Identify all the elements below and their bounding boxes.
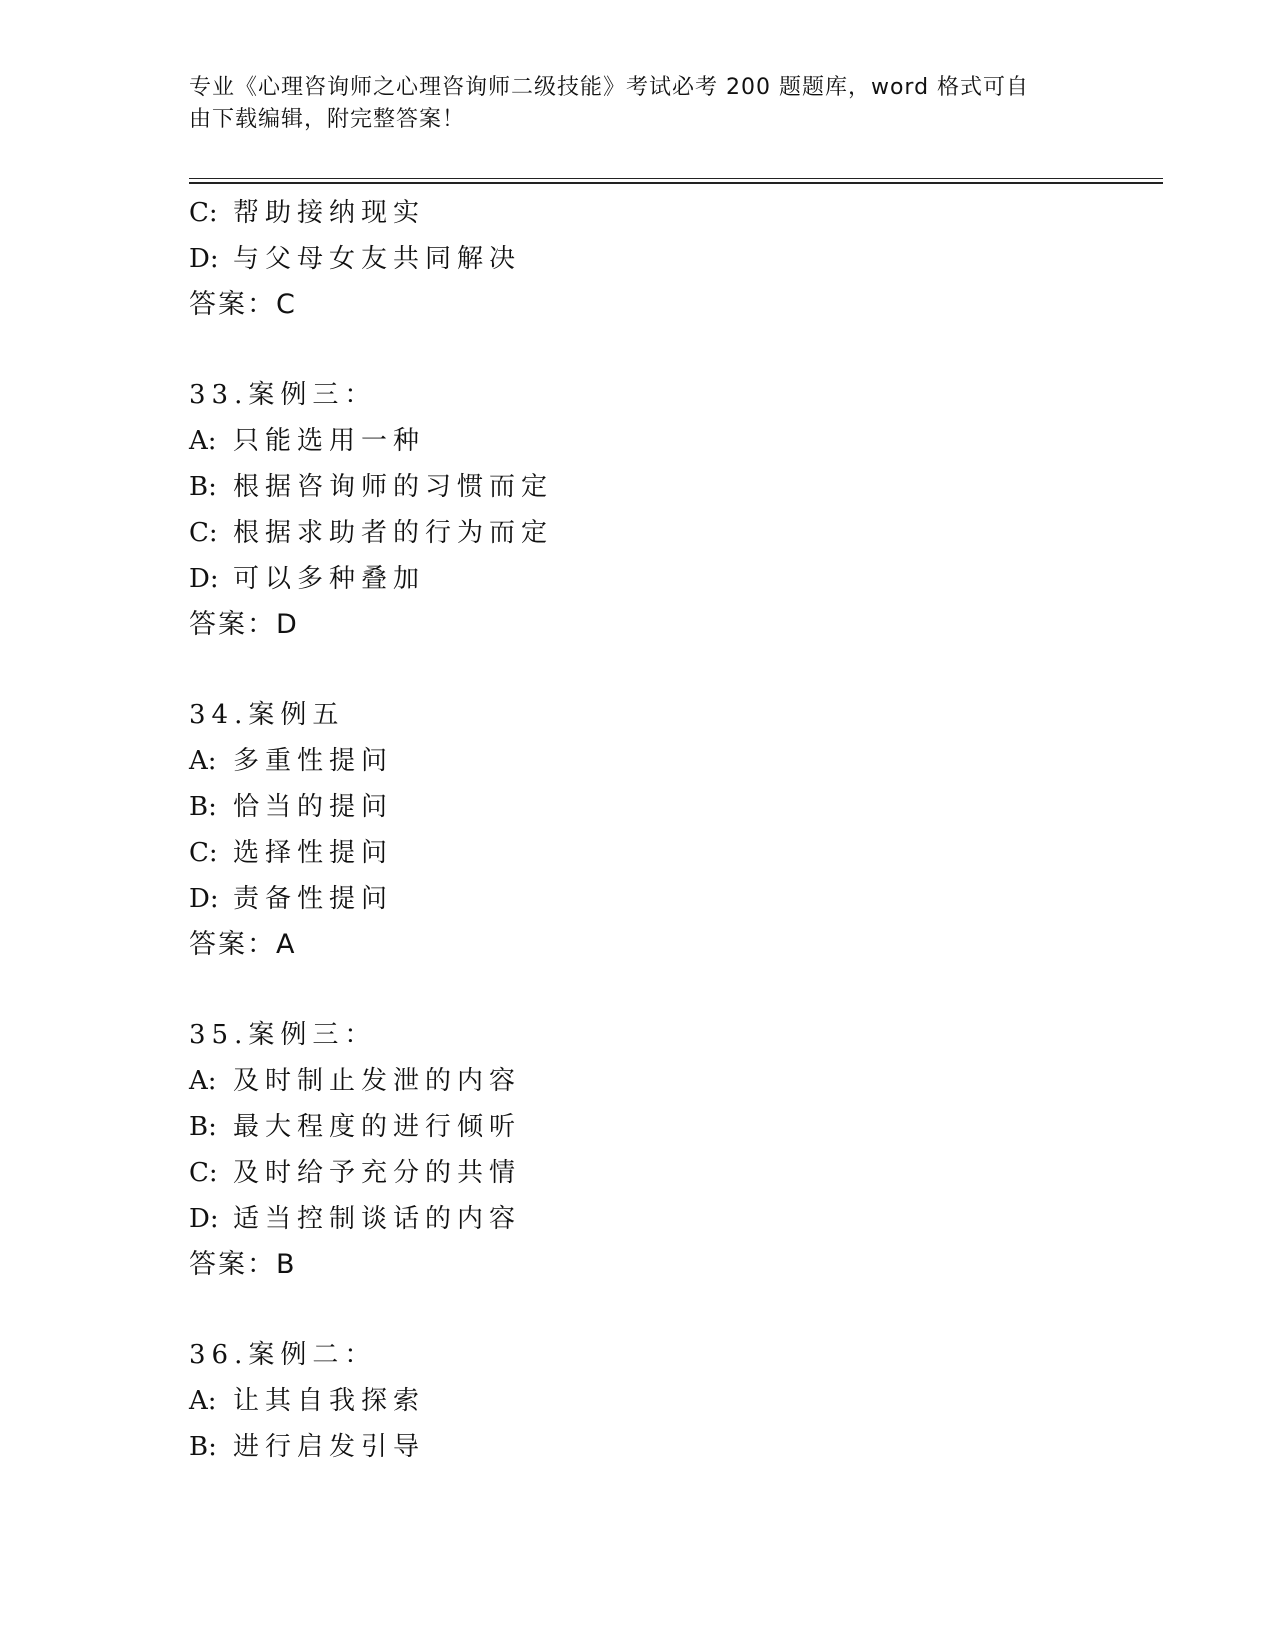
spacer [189, 968, 1089, 1012]
question-block [189, 692, 1089, 968]
option-text: 让其自我探索 [233, 1386, 426, 1416]
option-text: 最大程度的进行倾听 [233, 1112, 522, 1142]
option-key: B: [189, 792, 217, 822]
option-text: 根据求助者的行为而定 [233, 518, 554, 548]
option-line [189, 1378, 1089, 1424]
question-block [189, 1332, 1089, 1470]
option-text: 责备性提问 [233, 884, 394, 914]
option-key: B: [189, 472, 217, 502]
question-title: 36.案例二： [189, 1340, 377, 1370]
spacer [189, 648, 1089, 692]
question-block [189, 372, 1089, 648]
option-line [189, 418, 1089, 464]
option-key: B: [189, 1432, 217, 1462]
option-key: B: [189, 1112, 217, 1142]
option-line [189, 1196, 1089, 1242]
option-text: 及时制止发泄的内容 [233, 1066, 522, 1096]
option-line [189, 556, 1089, 602]
option-text: 根据咨询师的习惯而定 [233, 472, 554, 502]
option-line [189, 784, 1089, 830]
option-key: D: [189, 884, 219, 914]
option-text: 适当控制谈话的内容 [233, 1204, 522, 1234]
question-title: 35.案例三： [189, 1020, 377, 1050]
answer-line: 答案：C [189, 289, 297, 320]
option-line [189, 190, 1089, 236]
option-key: C: [189, 518, 218, 548]
question-block [189, 1012, 1089, 1288]
option-text: 恰当的提问 [233, 792, 394, 822]
question-title: 33.案例三： [189, 380, 377, 410]
option-line [189, 1104, 1089, 1150]
option-text: 只能选用一种 [233, 426, 426, 456]
option-line [189, 830, 1089, 876]
header-line-1: 专业《心理咨询师之心理咨询师二级技能》考试必考 200 题题库，word 格式可自 [189, 75, 1030, 100]
option-line [189, 510, 1089, 556]
header-divider-thick [189, 182, 1163, 184]
option-key: A: [189, 746, 217, 776]
option-text: 多重性提问 [233, 746, 394, 776]
option-key: D: [189, 244, 219, 274]
question-block-partial [189, 190, 1089, 328]
option-key: C: [189, 198, 218, 228]
option-key: C: [189, 1158, 218, 1188]
option-line [189, 236, 1089, 282]
option-key: D: [189, 1204, 219, 1234]
option-text: 帮助接纳现实 [233, 198, 426, 228]
option-key: A: [189, 1386, 217, 1416]
option-text: 及时给予充分的共情 [233, 1158, 522, 1188]
option-line [189, 738, 1089, 784]
header-divider-thin [189, 178, 1163, 179]
option-text: 可以多种叠加 [233, 564, 426, 594]
option-line [189, 876, 1089, 922]
answer-line: 答案：A [189, 929, 297, 960]
option-text: 选择性提问 [233, 838, 394, 868]
option-line [189, 1150, 1089, 1196]
option-line [189, 1424, 1089, 1470]
answer-line: 答案：D [189, 609, 299, 640]
option-text: 进行启发引导 [233, 1432, 426, 1462]
question-title: 34.案例五 [189, 700, 345, 730]
header-line-2: 由下载编辑，附完整答案！ [189, 107, 466, 132]
option-line [189, 464, 1089, 510]
answer-line: 答案：B [189, 1249, 297, 1280]
option-key: A: [189, 1066, 217, 1096]
option-text: 与父母女友共同解决 [233, 244, 522, 274]
option-key: D: [189, 564, 219, 594]
question-list [189, 190, 1089, 1470]
option-key: C: [189, 838, 218, 868]
option-line [189, 1058, 1089, 1104]
spacer [189, 328, 1089, 372]
document-header [189, 72, 1089, 136]
spacer [189, 1288, 1089, 1332]
option-key: A: [189, 426, 217, 456]
